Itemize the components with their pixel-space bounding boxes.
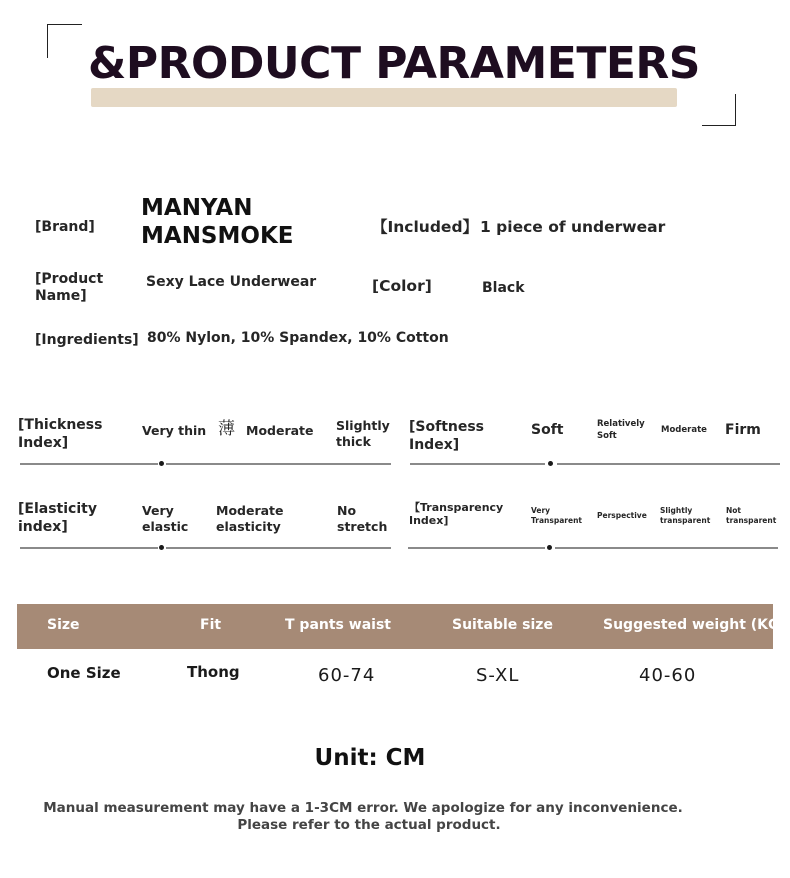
measurement-note-line2: Please refer to the actual product. — [237, 817, 501, 833]
elasticity-marker — [159, 545, 164, 550]
table-cell-suggested-weight: 40-60 — [639, 665, 697, 686]
elasticity-option-elastic: elastic — [142, 519, 189, 534]
table-header-fit: Fit — [200, 617, 222, 633]
transparency-option-very: Very — [531, 506, 551, 515]
product-name-label-line2: Name] — [35, 288, 87, 304]
thickness-marker — [159, 461, 164, 466]
included-value: 1 piece of underwear — [480, 218, 666, 236]
softness-track-left — [410, 463, 545, 465]
softness-option-relatively-soft: Soft — [597, 431, 617, 441]
softness-option-soft: Soft — [531, 422, 564, 438]
elasticity-option-no: No — [337, 503, 357, 518]
transparency-option-not: Not — [726, 506, 742, 515]
product-name-value: Sexy Lace Underwear — [146, 274, 317, 290]
transparency-option-very-transparent: Transparent — [531, 516, 582, 525]
softness-option-relatively: Relatively — [597, 419, 645, 429]
transparency-index-label-line2: Index] — [409, 514, 449, 527]
elasticity-option-elasticity: elasticity — [216, 519, 281, 534]
thickness-index-label-line1: [Thickness — [18, 417, 103, 433]
title-underline-band — [91, 88, 677, 107]
thickness-option-thick: thick — [336, 434, 371, 449]
transparency-marker — [547, 545, 552, 550]
thickness-option-thin-glyph: 薄 — [218, 419, 235, 439]
softness-option-firm: Firm — [725, 422, 761, 438]
ingredients-value: 80% Nylon, 10% Spandex, 10% Cotton — [147, 330, 449, 346]
transparency-option-slightly: Slightly — [660, 506, 693, 515]
table-header-suggested-weight: Suggested weight (KG) — [603, 617, 786, 633]
elasticity-index-label-line2: index] — [18, 519, 68, 535]
table-cell-waist: 60-74 — [318, 665, 376, 686]
transparency-track-right — [555, 547, 778, 549]
elasticity-track-left — [20, 547, 158, 549]
unit-label: Unit: CM — [314, 745, 426, 771]
table-header-waist: T pants waist — [285, 617, 391, 633]
transparency-option-not-transparent: transparent — [726, 516, 777, 525]
thickness-index-label-line2: Index] — [18, 435, 69, 451]
table-cell-suitable-size: S-XL — [476, 665, 520, 686]
product-name-label-line1: [Product — [35, 271, 104, 287]
softness-index-label-line2: Index] — [409, 437, 460, 453]
elasticity-option-very: Very — [142, 503, 174, 518]
brand-value-line2: MANSMOKE — [141, 223, 294, 249]
elasticity-option-moderate: Moderate — [216, 503, 284, 518]
thickness-option-moderate: Moderate — [246, 423, 314, 438]
elasticity-track-right — [166, 547, 391, 549]
page-title: &PRODUCT PARAMETERS — [88, 38, 700, 89]
ingredients-label: [Ingredients] — [35, 332, 139, 348]
table-cell-size: One Size — [47, 664, 121, 682]
table-cell-fit: Thong — [187, 663, 240, 681]
elasticity-option-stretch: stretch — [337, 519, 388, 534]
softness-index-label-line1: [Softness — [409, 419, 485, 435]
softness-track-right — [557, 463, 780, 465]
transparency-track-left — [408, 547, 545, 549]
color-value: Black — [482, 280, 525, 296]
corner-bracket-bottom-right — [702, 94, 736, 126]
table-header-size: Size — [47, 617, 80, 633]
transparency-option-slightly-transparent: transparent — [660, 516, 711, 525]
brand-value-line1: MANYAN — [141, 195, 253, 221]
transparency-index-label-line1: 【Transparency — [409, 501, 504, 514]
corner-bracket-top-left — [47, 24, 82, 58]
softness-option-moderate: Moderate — [661, 425, 707, 435]
thickness-option-slightly: Slightly — [336, 418, 390, 433]
transparency-option-perspective: Perspective — [597, 511, 647, 520]
brand-label: [Brand] — [35, 219, 95, 235]
measurement-note-line1: Manual measurement may have a 1-3CM error. We apologize for any inconvenience. — [43, 800, 683, 816]
thickness-track-right — [166, 463, 391, 465]
thickness-track-left — [20, 463, 158, 465]
elasticity-index-label-line1: [Elasticity — [18, 501, 97, 517]
included-label: 【Included】 — [372, 218, 479, 236]
thickness-option-very-thin: Very thin — [142, 423, 207, 438]
table-header-suitable-size: Suitable size — [452, 617, 553, 633]
softness-marker — [548, 461, 553, 466]
color-label: [Color] — [372, 277, 432, 295]
